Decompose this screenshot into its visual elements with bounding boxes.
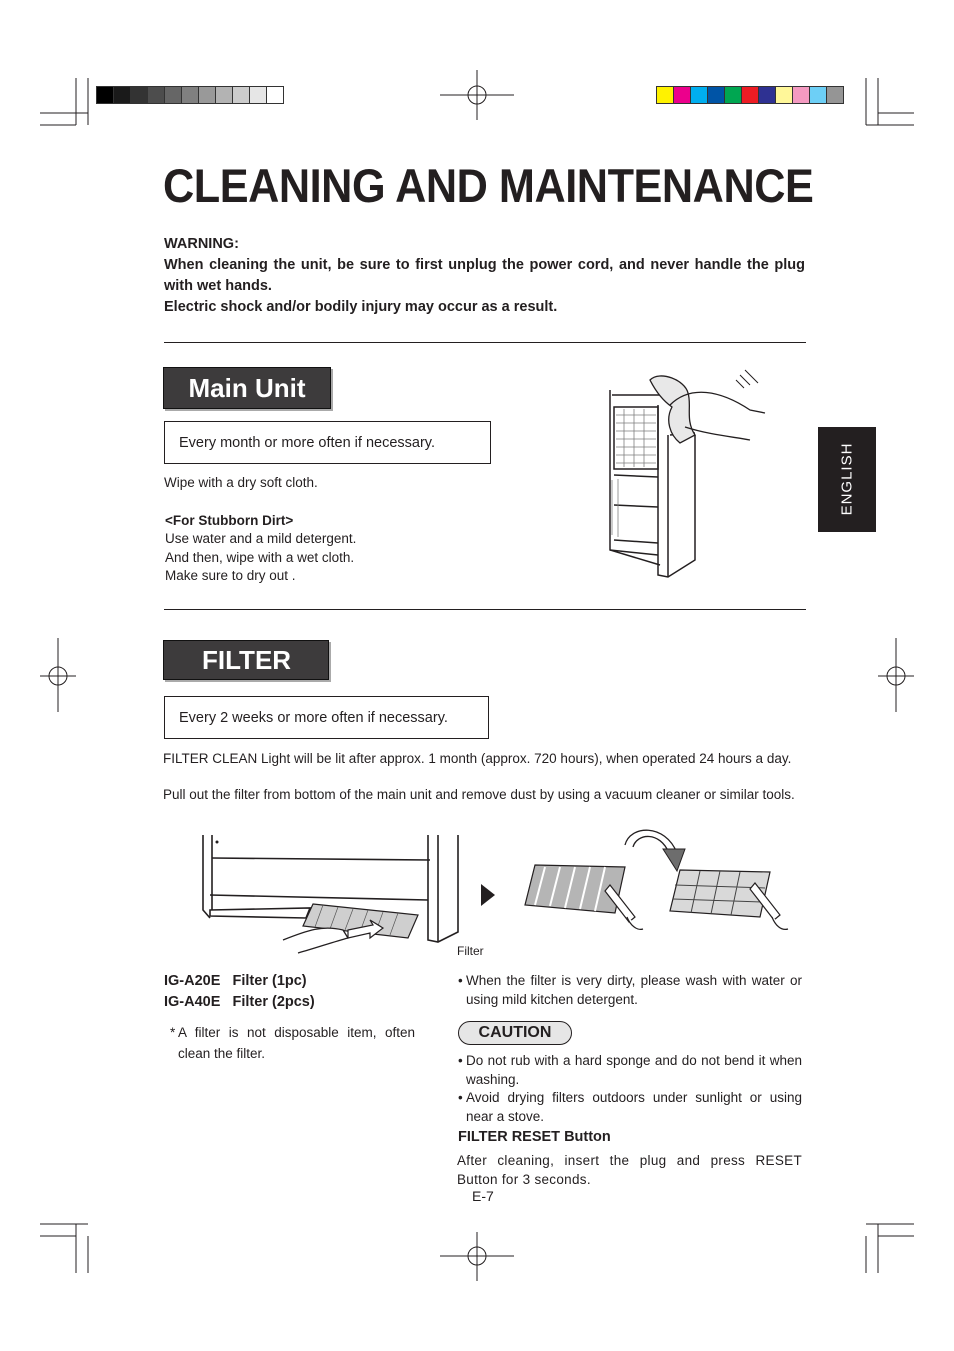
warning-line-1: When cleaning the unit, be sure to first unplug the power cord, and never handle the plug with wet hands.: [164, 257, 805, 294]
gray-swatch-11: [266, 86, 284, 104]
page-title: CLEANING AND MAINTENANCE: [163, 159, 814, 212]
warning-block: [164, 234, 805, 318]
model-name-1: IG-A20E: [164, 973, 221, 989]
model-filter-qty-2: Filter (2pcs): [232, 994, 315, 1010]
filter-light-note: FILTER CLEAN Light will be lit after approx. 1 month (approx. 720 hours), when operated 24 hours a day.: [163, 751, 792, 766]
main-unit-frequency-box: [164, 421, 491, 464]
gray-swatch-8: [215, 86, 233, 104]
gray-swatch-9: [232, 86, 250, 104]
filter-removal-illustration: [198, 830, 468, 958]
wash-note-text: When the filter is very dirty, please wash with water or using mild kitchen detergent.: [466, 973, 802, 1007]
stubborn-dirt-title: <For Stubborn Dirt>: [165, 513, 294, 528]
caution-label: CAUTION: [458, 1021, 572, 1045]
gray-swatch-1: [96, 86, 114, 104]
divider-middle: [164, 609, 806, 610]
stubborn-dirt-line-3: Make sure to dry out .: [165, 568, 296, 583]
gray-swatch-3: [130, 86, 148, 104]
process-color-bar: [656, 86, 843, 104]
filter-removal-note: Pull out the filter from bottom of the main unit and remove dust by using a vacuum cleaner or similar tools.: [163, 787, 795, 802]
color-swatch-6: [741, 86, 759, 104]
color-swatch-1: [656, 86, 674, 104]
filter-disposable-note: [170, 1022, 415, 1064]
color-swatch-2: [673, 86, 691, 104]
asterisk-mark: *: [170, 1025, 176, 1040]
filter-vacuum-illustration: [515, 825, 800, 933]
color-swatch-3: [690, 86, 708, 104]
filter-reset-text: After cleaning, insert the plug and press RESET Button for 3 seconds.: [457, 1153, 802, 1187]
caution-item-2-text: Avoid drying filters outdoors under sunlight or using near a stove.: [466, 1090, 802, 1124]
page-number: E-7: [472, 1188, 494, 1204]
arrow-right-icon: [480, 883, 496, 907]
color-swatch-9: [792, 86, 810, 104]
filter-reset-title: FILTER RESET Button: [458, 1129, 611, 1145]
model-row-1: [164, 972, 307, 991]
warning-label: WARNING:: [164, 236, 239, 252]
gray-swatch-10: [249, 86, 267, 104]
gray-swatch-7: [198, 86, 216, 104]
main-unit-heading: Main Unit: [163, 367, 331, 409]
stubborn-dirt-line-2: And then, wipe with a wet cloth.: [165, 550, 355, 565]
gray-swatch-5: [164, 86, 182, 104]
caution-item-1: • Do not rub with a hard sponge and do not bend it when washing.: [458, 1053, 802, 1087]
language-tab: [818, 427, 876, 532]
color-swatch-10: [809, 86, 827, 104]
main-unit-frequency: Every month or more often if necessary.: [179, 434, 436, 451]
filter-heading: FILTER: [163, 640, 329, 680]
gray-swatch-4: [147, 86, 165, 104]
filter-frequency: Every 2 weeks or more often if necessary.: [179, 709, 448, 726]
gray-swatch-6: [181, 86, 199, 104]
model-name-2: IG-A40E: [164, 994, 221, 1010]
model-row-2: [164, 993, 315, 1012]
color-swatch-8: [775, 86, 793, 104]
filter-disposable-note-text: A filter is not disposable item, often clean the filter.: [178, 1025, 415, 1061]
caution-item-1-text: Do not rub with a hard sponge and do not bend it when washing.: [466, 1053, 802, 1087]
filter-frequency-box: [164, 696, 489, 739]
filter-figure-label: Filter: [457, 944, 484, 958]
wash-note: • When the filter is very dirty, please wash with water or using mild kitchen detergent.: [458, 973, 802, 1007]
color-swatch-7: [758, 86, 776, 104]
main-unit-wipe: Wipe with a dry soft cloth.: [164, 475, 318, 490]
color-swatch-5: [724, 86, 742, 104]
language-tab-label: ENGLISH: [838, 442, 856, 516]
main-unit-wipe-illustration: [600, 365, 780, 580]
caution-item-2: • Avoid drying filters outdoors under sunlight or using near a stove.: [458, 1090, 802, 1124]
warning-line-2: Electric shock and/or bodily injury may occur as a result.: [164, 299, 558, 315]
color-swatch-11: [826, 86, 844, 104]
gray-color-bar: [96, 86, 283, 104]
model-filter-qty-1: Filter (1pc): [232, 973, 307, 989]
stubborn-dirt-line-1: Use water and a mild detergent.: [165, 531, 357, 546]
color-swatch-4: [707, 86, 725, 104]
gray-swatch-2: [113, 86, 131, 104]
divider-top: [164, 342, 806, 343]
